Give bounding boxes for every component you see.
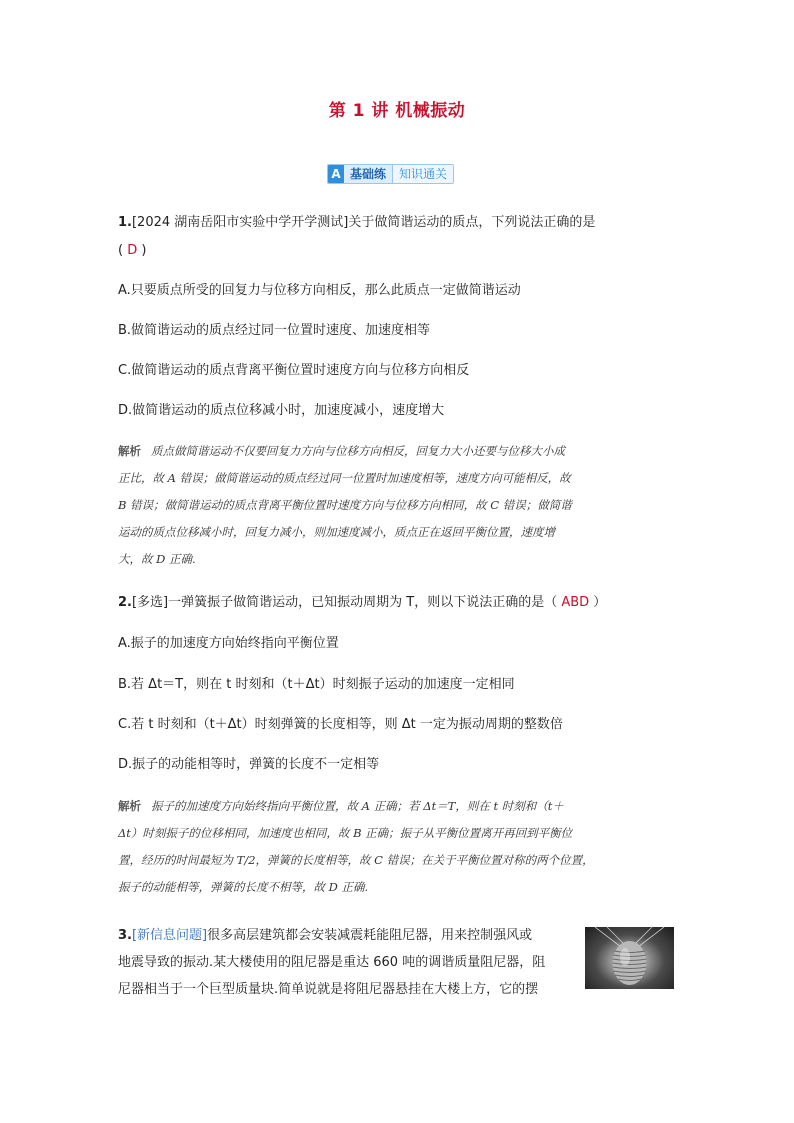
question-3-line-1 — [118, 927, 532, 945]
question-2-stem — [118, 594, 606, 612]
explanation-line: B 错误；做简谐运动的质点背离平衡位置时速度方向与位移方向相同，故 C 错误；做简谐 — [118, 498, 572, 512]
question-3-line-2: 地震导致的振动.某大楼使用的阻尼器是重达 660 吨的调谐质量阻尼器，阻 — [118, 955, 546, 970]
question-3-text: 很多高层建筑都会安装减震耗能阻尼器，用来控制强风或 — [207, 928, 533, 943]
badge-label-knowledge: 知识通关 — [392, 165, 453, 183]
damper-photo — [585, 927, 674, 989]
question-1-stem — [118, 214, 595, 232]
question-1-answer: D — [127, 243, 138, 258]
question-2-option-c: C.若 t 时刻和（t＋Δt）时刻弹簧的长度相等，则 Δt 一定为振动周期的整数倍 — [118, 717, 563, 732]
question-1-answer-line — [118, 242, 146, 260]
question-2-explanation — [118, 793, 674, 901]
explanation-line: 质点做简谐运动不仅要回复力方向与位移方向相反，回复力大小还要与位移大小成 — [151, 444, 565, 458]
explanation-line: 振子的动能相等，弹簧的长度不相等，故 D 正确. — [118, 880, 369, 894]
question-2-option-a: A.振子的加速度方向始终指向平衡位置 — [118, 636, 339, 651]
explanation-line: 运动的质点位移减小时，回复力减小，则加速度减小，质点正在返回平衡位置，速度增 — [118, 525, 555, 539]
question-1-text: [2024 湖南岳阳市实验中学开学测试]关于做简谐运动的质点，下列说法正确的是 — [131, 215, 596, 230]
badge-letter: A — [328, 165, 344, 183]
explanation-line: Δt）时刻振子的位移相同，加速度也相同，故 B 正确；振子从平衡位置离开再回到平衡位 — [118, 826, 573, 840]
question-3-line-3: 尼器相当于一个巨型质量块.简单说就是将阻尼器悬挂在大楼上方，它的摆 — [118, 982, 539, 997]
explanation-label: 解析 — [118, 799, 141, 813]
answer-paren-open: ( — [118, 243, 128, 258]
question-2-text: [多选]一弹簧振子做简谐运动，已知振动周期为 T，则以下说法正确的是（ — [131, 595, 562, 610]
question-1-option-b: B.做简谐运动的质点经过同一位置时速度、加速度相等 — [118, 323, 431, 338]
question-2-number: 2. — [118, 595, 132, 610]
explanation-line: 大，故 D 正确. — [118, 552, 196, 566]
explanation-line: 振子的加速度方向始终指向平衡位置，故 A 正确；若 Δt＝T，则在 t 时刻和（t＋ — [151, 799, 564, 813]
answer-paren-close: ） — [589, 595, 607, 610]
question-1-option-d: D.做简谐运动的质点位移减小时，加速度减小，速度增大 — [118, 403, 445, 418]
explanation-line: 正比，故 A 错误；做简谐运动的质点经过同一位置时加速度相等，速度方向可能相反，故 — [118, 471, 571, 485]
question-3-number: 3. — [118, 928, 132, 943]
question-3-tag: [新信息问题] — [131, 928, 208, 943]
badge-label-basic: 基础练 — [344, 165, 392, 183]
question-1-option-a: A.只要质点所受的回复力与位移方向相反，那么此质点一定做简谐运动 — [118, 283, 521, 298]
question-2-option-d: D.振子的动能相等时，弹簧的长度不一定相等 — [118, 757, 380, 772]
answer-paren-close: ) — [137, 243, 147, 258]
section-badge — [327, 164, 454, 184]
question-1-explanation — [118, 438, 674, 573]
question-1-option-c: C.做简谐运动的质点背离平衡位置时速度方向与位移方向相反 — [118, 363, 470, 378]
damper-sphere-icon — [585, 927, 674, 989]
question-2-option-b: B.若 Δt＝T，则在 t 时刻和（t＋Δt）时刻振子运动的加速度一定相同 — [118, 677, 515, 692]
question-2-answer: ABD — [561, 595, 590, 610]
page-title: 第 1 讲 机械振动 — [328, 101, 466, 121]
question-1-number: 1. — [118, 215, 132, 230]
explanation-line: 置，经历的时间最短为 T/2，弹簧的长度相等，故 C 错误；在关于平衡位置对称的两个位置， — [118, 853, 594, 867]
explanation-label: 解析 — [118, 444, 141, 458]
